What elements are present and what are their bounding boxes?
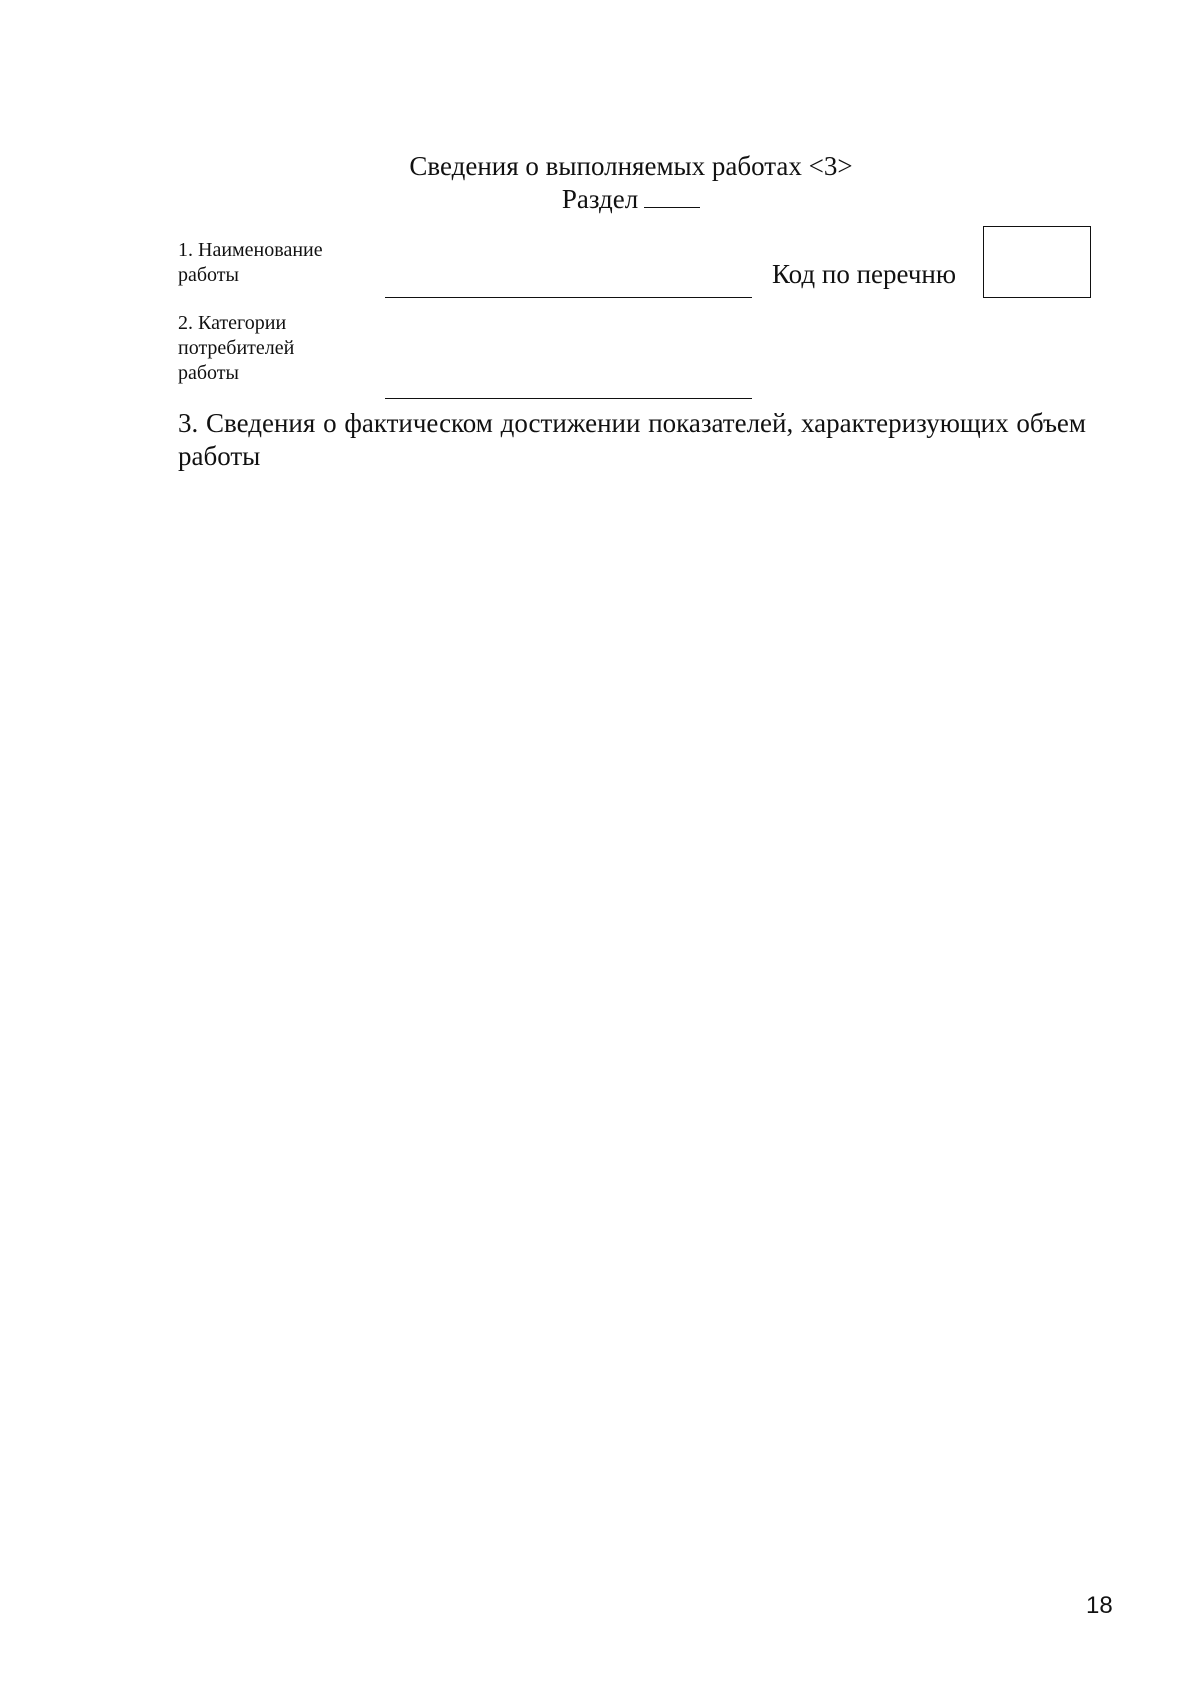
section-heading	[0, 183, 1200, 216]
section-number-blank[interactable]	[644, 185, 700, 208]
title-text: Сведения о выполняемых работах <3>	[409, 151, 853, 181]
page-title	[0, 150, 1200, 216]
section-label: Раздел	[561, 184, 639, 214]
consumer-categories-label-line3: работы	[178, 362, 239, 384]
list-code-label: Код по перечню	[772, 259, 957, 289]
consumer-categories-field[interactable]	[385, 398, 752, 399]
page-number: 18	[1086, 1592, 1113, 1619]
work-name-field[interactable]	[385, 297, 752, 298]
consumer-categories-label	[178, 311, 294, 386]
work-name-label-line2: работы	[178, 264, 239, 286]
consumer-categories-label-line2: потребителей	[178, 337, 295, 359]
list-code-box[interactable]	[983, 226, 1091, 298]
consumer-categories-label-line1: 2. Категории	[178, 312, 287, 334]
work-name-label-line1: 1. Наименование	[178, 239, 323, 261]
item3-paragraph: 3. Сведения о фактическом достижении показателей, характеризующих объем работы	[178, 408, 1086, 471]
work-name-label	[178, 238, 323, 288]
